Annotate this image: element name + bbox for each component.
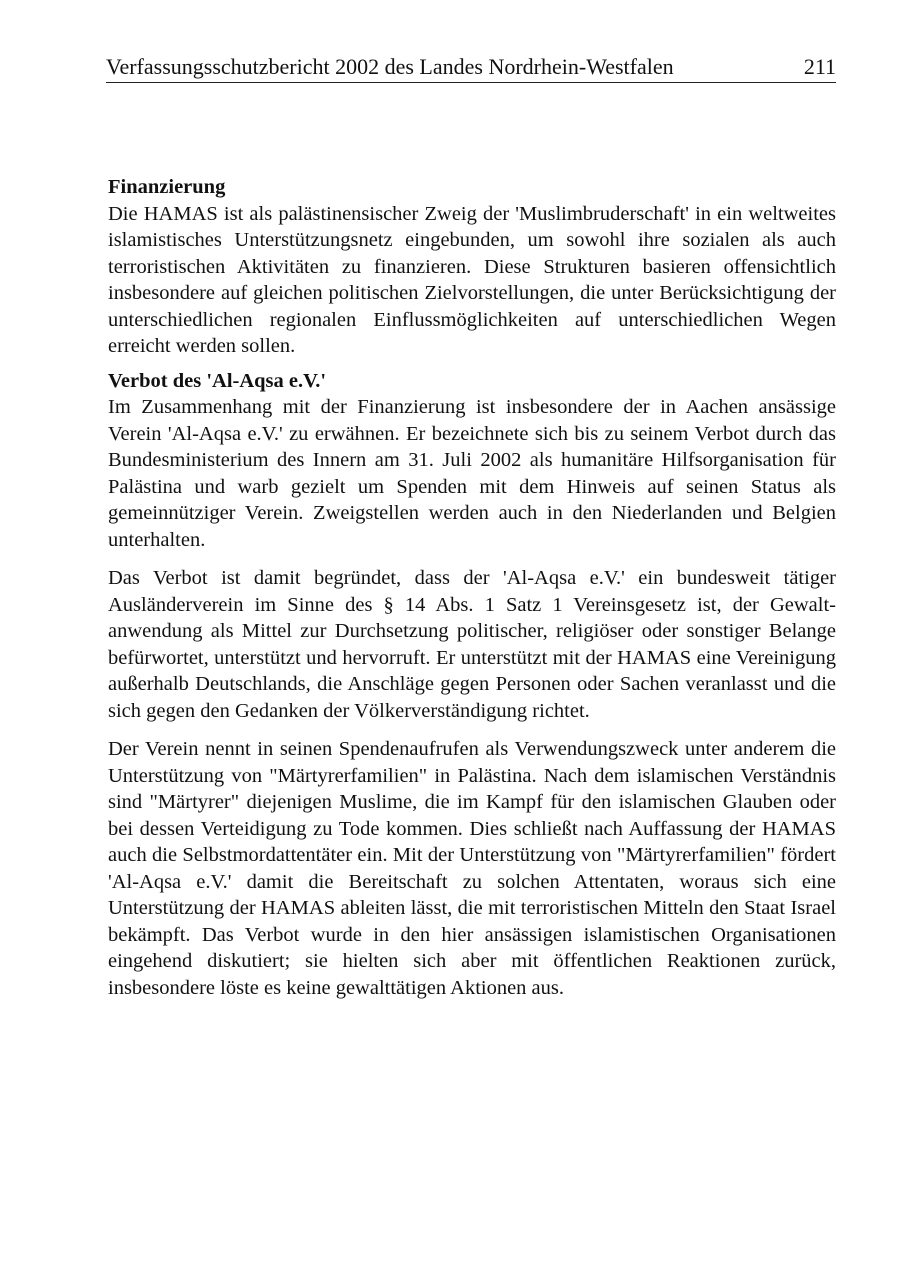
section-heading-verbot: Verbot des 'Al-Aqsa e.V.'	[108, 369, 327, 392]
paragraph-verbot-2: Das Verbot ist damit begründet, dass der 'Al-Aqsa e.V.' ein bundesweit tätiger Ausländerverein im Sinne des § 14 Abs. 1 Satz 1 Vereinsgesetz ist, der Gewaltanwendung als Mittel zur Durchsetzung politischer, religiöser oder sonstiger Belange befürwortet, unterstützt und hervorruft. Er unterstützt mit der HAMAS eine Vereinigung außerhalb Deutschlands, die Anschläge gegen Personen oder Sachen veranlasst und die sich gegen den Gedanken der Völkerverständigung richtet.	[108, 567, 836, 722]
document-body	[108, 174, 836, 1001]
paragraph-spacer	[108, 553, 836, 565]
paragraph-verbot-1: Im Zusammenhang mit der Finanzierung ist insbesondere der in Aachen ansässige Verein 'Al-Aqsa e.V.' zu erwähnen. Er bezeichnete sich bis zu seinem Verbot durch das Bundesministerium des Innern am 31. Juli 2002 als humanitäre Hilfsorganisation für Palästina und warb gezielt um Spenden mit dem Hinweis auf seinen Status als gemeinnütziger Verein. Zweigstellen werden auch in den Niederlanden und Belgien unterhalten.	[108, 396, 836, 551]
section-spacer	[108, 360, 836, 368]
paragraph-finanzierung: Die HAMAS ist als palästinensischer Zweig der 'Muslimbruderschaft' in ein weltweites islamistisches Unterstützungsnetz eingebunden, um sowohl ihre sozialen als auch terroristischen Aktivitäten zu finanzieren. Diese Strukturen basieren offensichtlich insbesondere auf gleichen politischen Zielvorstellungen, die unter Berücksichtigung der unterschiedlichen regionalen Einflussmöglichkeiten auf unterschiedlichen Wegen erreicht werden sollen.	[108, 202, 836, 357]
paragraph-verbot-3: Der Verein nennt in seinen Spendenaufrufen als Verwendungszweck unter anderem die Unterstützung von "Märtyrerfamilien" in Palästina. Nach dem islamischen Verständnis sind "Märtyrer" diejenigen Muslime, die im Kampf für den islamischen Glauben oder bei dessen Verteidigung zu Tode kommen. Dies schließt nach Auffassung der HAMAS auch die Selbstmordattentäter ein. Mit der Unterstützung von "Märtyrerfamilien" fördert 'Al-Aqsa e.V.' damit die Bereitschaft zu solchen Attentaten, woraus sich eine Unterstützung der HAMAS ableiten lässt, die mit terroristischen Mitteln den Staat Israel bekämpft. Das Verbot wurde in den hier ansässigen islamistischen Organisationen eingehend diskutiert; sie hielten sich aber mit öffentlichen Reaktionen zurück, insbesondere löste es keine gewalttätigen Aktionen aus.	[108, 738, 836, 999]
page-number: 211	[803, 54, 836, 79]
running-header-title: Verfassungsschutzbericht 2002 des Landes Nordrhein-Westfalen	[106, 54, 674, 79]
paragraph-spacer	[108, 724, 836, 736]
section-heading-finanzierung: Finanzierung	[108, 176, 226, 198]
page-header	[106, 52, 836, 83]
